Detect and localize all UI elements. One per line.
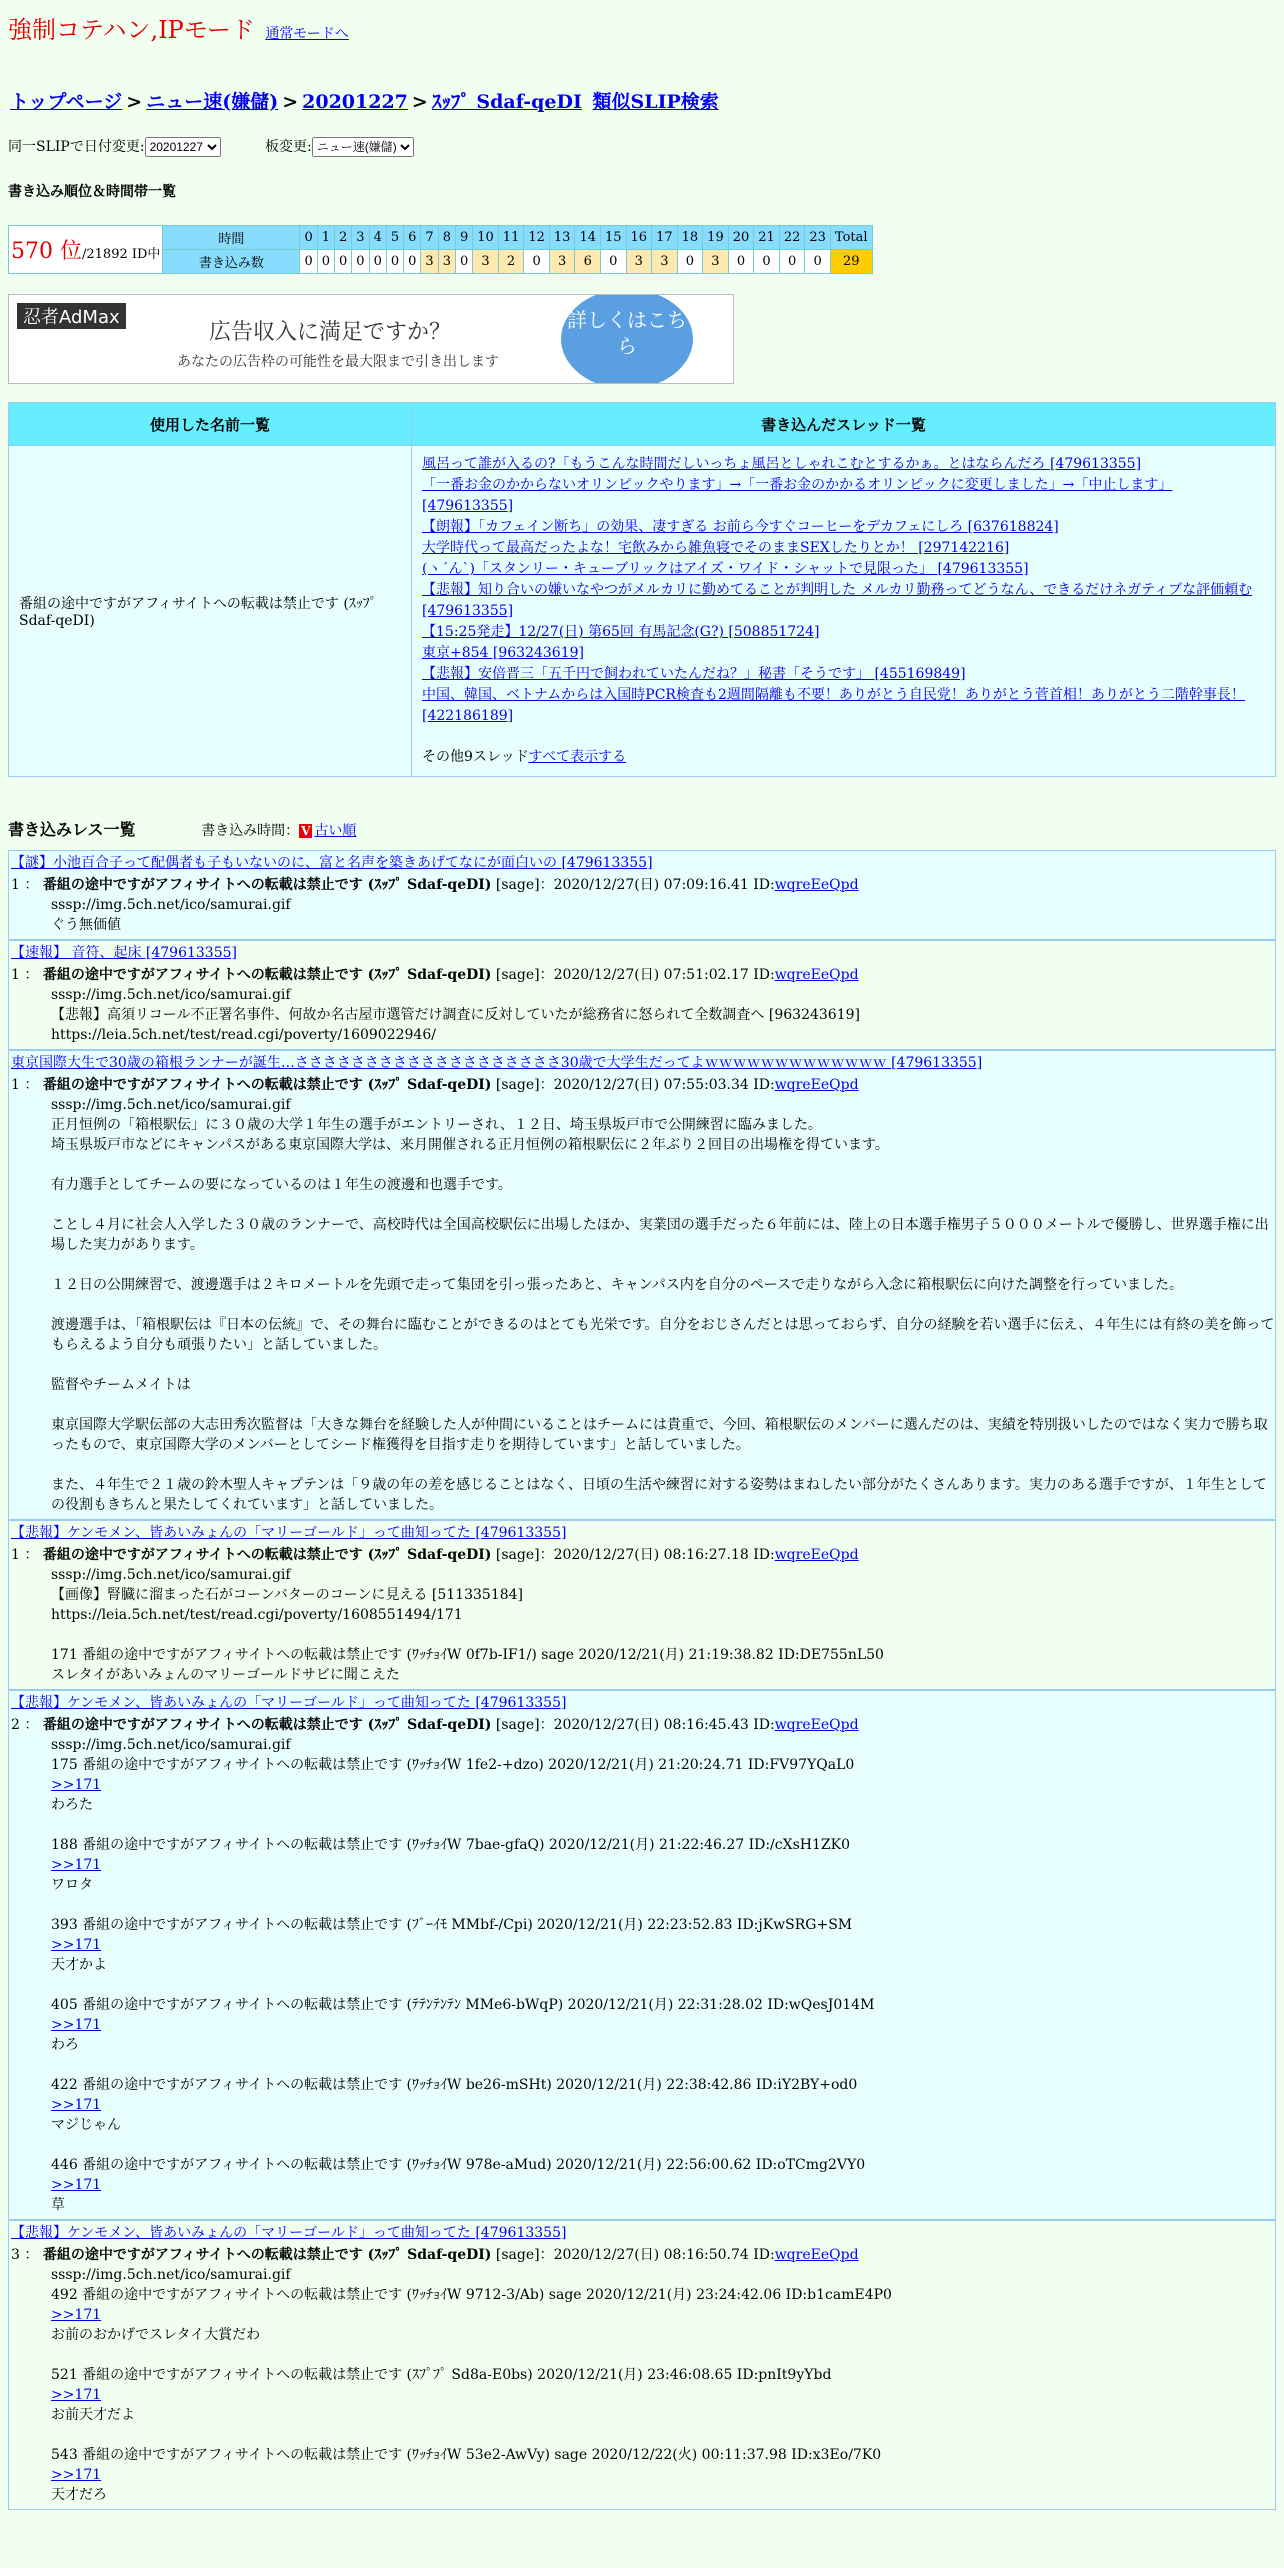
post-line: sssp://img.5ch.net/ico/samurai.gif [51, 1097, 291, 1113]
post-line: 正月恒例の「箱根駅伝」に３０歳の大学１年生の選手がエントリーされ、１２日、埼玉県坂戸市で公開練習に臨みました。 [51, 1117, 822, 1133]
breadcrumb-board-link[interactable]: ニュー速(嫌儲) [146, 91, 279, 113]
hour-cell: 18 [677, 226, 703, 250]
post-line: わろ [51, 2037, 79, 2053]
thread-link[interactable]: 【朗報】「カフェイン断ち」の効果、凄すぎる お前ら今すぐコーヒーをデカフェにしろ [637618824] [422, 519, 1059, 535]
blank-line [51, 2135, 1275, 2155]
hour-cell: 16 [626, 226, 652, 250]
post-body [51, 1095, 1275, 1515]
post-line: 【画像】腎臓に溜まった石がコーンバターのコーンに見える [511335184] [51, 1587, 523, 1603]
rank-number: 570 位 [11, 239, 82, 264]
count-cell: 0 [524, 250, 550, 274]
post-thread-link[interactable]: 【悲報】ケンモメン、皆あいみょんの「マリーゴールド」って曲知ってた [479613355] [11, 1695, 567, 1711]
post-line: 渡邊選手は、「箱根駅伝は『日本の伝統』で、その舞台に臨むことができるのはとても光栄です。自分をおじさんだとは思っておらず、自分の経験を若い選手に伝え、４年生には有終の美を飾ってもらえるよう自分も頑張りたい」と話していました。 [51, 1317, 1275, 1353]
thread-link[interactable]: 風呂って誰が入るの?「もうこんな時間だしいっちょ風呂としゃれこむとするかぁ。とはならんだろ [479613355] [422, 456, 1142, 472]
hour-cell: 1 [317, 226, 334, 250]
post-header [9, 873, 1275, 895]
blank-line [51, 1355, 1275, 1375]
board-change-label: 板変更: [265, 139, 312, 155]
post-thread-link[interactable]: 【謎】小池百合子って配偶者も子もいないのに、富と名声を築きあげてなにが面白いの [479613355] [11, 855, 653, 871]
count-cell: 2 [498, 250, 524, 274]
post-line: 有力選手としてチームの要になっているのは１年生の渡邊和也選手です。 [51, 1177, 512, 1193]
thread-link[interactable]: 中国、韓国、ベトナムからは入国時PCR検査も2週間隔離も不要！ありがとう自民党！ありがとう菅首相！ありがとう二階幹事長！ [422186189] [422, 687, 1245, 724]
post-line: わろた [51, 1797, 93, 1813]
post-line: 【悲報】高須リコール不正署名事件、何故か名古屋市選管だけ調査に反対していたが総務省に怒られて全数調査へ [963243619] [51, 1007, 860, 1023]
reply-anchor-link[interactable]: >>171 [51, 2017, 102, 2033]
post-id-link[interactable]: wqreEeQpd [774, 2247, 859, 2263]
post-number-separator: ： [19, 967, 43, 983]
blank-line [51, 1155, 1275, 1175]
post-thread-title [9, 851, 1275, 873]
post-thread-link[interactable]: 【速報】 音符、起床 [479613355] [11, 945, 237, 961]
post-id-link[interactable]: wqreEeQpd [774, 967, 859, 983]
post-id-link[interactable]: wqreEeQpd [774, 1547, 859, 1563]
count-total-cell: 29 [830, 250, 872, 274]
count-cell: 0 [455, 250, 472, 274]
count-cell: 0 [805, 250, 831, 274]
blank-line [51, 1455, 1275, 1475]
ad-details-button[interactable]: 詳しくはこちら [561, 294, 693, 384]
hour-cell: 0 [300, 226, 317, 250]
post-body [51, 1565, 1275, 1685]
post [8, 940, 1276, 1050]
breadcrumb [8, 87, 1276, 114]
thread-link[interactable]: (ヽ´ん`)「スタンリー・キューブリックはアイズ・ワイド・シャットで見限った」 [479613355] [422, 561, 1029, 577]
post-line: https://leia.5ch.net/test/read.cgi/poverty/1609022946/ [51, 1027, 436, 1043]
count-cell: 0 [754, 250, 780, 274]
post-line: 543 番組の途中ですがアフィサイトへの転載は禁止です (ﾜｯﾁｮｲW 53e2-AwVy) sage 2020/12/22(火) 00:11:37.98 ID:x3Eo/7K0 [51, 2447, 882, 2463]
post-line: 393 番組の途中ですがアフィサイトへの転載は禁止です (ﾌﾞｰｲﾓ MMbf-/Cpi) 2020/12/21(月) 22:23:52.83 ID:jKwSRG+SM [51, 1917, 853, 1933]
ad-subtext: あなたの広告枠の可能性を最大限まで引き出します [177, 354, 499, 370]
sort-control [201, 823, 356, 839]
count-cell: 0 [335, 250, 352, 274]
post-number-separator: ： [19, 877, 43, 893]
hour-cell: 3 [352, 226, 369, 250]
post [8, 1520, 1276, 1690]
time-sort-label: 書き込み時間： [201, 823, 300, 839]
reply-anchor-link[interactable]: >>171 [51, 2387, 102, 2403]
breadcrumb-separator: > [282, 91, 299, 113]
post-thread-link[interactable]: 【悲報】ケンモメン、皆あいみょんの「マリーゴールド」って曲知ってた [479613355] [11, 1525, 567, 1541]
blank-line [51, 1295, 1275, 1315]
count-cell: 6 [575, 250, 601, 274]
count-cell: 0 [386, 250, 403, 274]
ad-banner[interactable] [8, 294, 734, 384]
reply-anchor-link[interactable]: >>171 [51, 2307, 102, 2323]
hour-cell: 19 [703, 226, 729, 250]
post [8, 2220, 1276, 2510]
reply-anchor-link[interactable]: >>171 [51, 2467, 102, 2483]
count-cell: 0 [300, 250, 317, 274]
post-thread-title [9, 1051, 1275, 1073]
post-id-link[interactable]: wqreEeQpd [774, 1077, 859, 1093]
post-number: 1 [11, 877, 20, 893]
hour-cell: 7 [421, 226, 438, 250]
post-body [51, 1735, 1275, 2215]
post-line: スレタイがあいみょんのマリーゴールドサビに聞こえた [51, 1667, 400, 1683]
count-cell: 0 [677, 250, 703, 274]
blank-line [51, 2345, 1275, 2365]
count-cell: 0 [728, 250, 754, 274]
post-line: sssp://img.5ch.net/ico/samurai.gif [51, 1737, 291, 1753]
post-body [51, 2265, 1275, 2505]
date-change-label: 同一SLIPで日付変更: [8, 139, 145, 155]
normal-mode-link[interactable]: 通常モードへ [265, 26, 349, 42]
hour-cell: Total [830, 226, 872, 250]
hour-cell: 11 [498, 226, 524, 250]
hour-cell: 13 [549, 226, 575, 250]
post-line: 埼玉県坂戸市などにキャンパスがある東京国際大学は、来月開催される正月恒例の箱根駅伝に２年ぶり２回目の出場権を得ています。 [51, 1137, 889, 1153]
ad-logo: 忍者AdMax [17, 303, 126, 329]
post-number: 3 [11, 2247, 20, 2263]
count-cell: 3 [438, 250, 455, 274]
post-thread-link[interactable]: 東京国際大生で30歳の箱根ランナーが誕生…さささささささささささささささささささ30歳で大学生だってよｗｗｗｗｗｗｗｗｗｗｗｗｗ [479613355] [11, 1055, 983, 1071]
hour-cell: 20 [728, 226, 754, 250]
date-select[interactable] [145, 137, 221, 157]
count-cell: 0 [779, 250, 805, 274]
header [8, 10, 1276, 45]
post-line: 188 番組の途中ですがアフィサイトへの転載は禁止です (ﾜｯﾁｮｲW 7bae-gfaQ) 2020/12/21(月) 21:22:46.27 ID:/cXsH1ZK0 [51, 1837, 850, 1853]
blank-line [51, 2055, 1275, 2075]
post-body [51, 985, 1275, 1045]
post-line: 422 番組の途中ですがアフィサイトへの転載は禁止です (ﾜｯﾁｮｲW be26-mSHt) 2020/12/21(月) 22:38:42.86 ID:iY2BY+od0 [51, 2077, 858, 2093]
post-author-name: 番組の途中ですがアフィサイトへの転載は禁止です (ｽｯﾌﾟ Sdaf-qeDI) [42, 1717, 492, 1733]
post [8, 1690, 1276, 2220]
blank-line [51, 1195, 1275, 1215]
post-thread-title [9, 1691, 1275, 1713]
post-thread-title [9, 2221, 1275, 2243]
hour-cell: 8 [438, 226, 455, 250]
count-cell: 3 [626, 250, 652, 274]
post-number-separator: ： [19, 1717, 43, 1733]
post-author-name: 番組の途中ですがアフィサイトへの転載は禁止です (ｽｯﾌﾟ Sdaf-qeDI) [42, 877, 492, 893]
names-threads-table [8, 402, 1276, 777]
post-meta: [sage]：2020/12/27(日) 07:09:16.41 ID: [491, 877, 775, 893]
hour-cell: 17 [652, 226, 678, 250]
count-cell: 0 [404, 250, 421, 274]
hour-cell: 4 [369, 226, 386, 250]
post-number: 2 [11, 1717, 20, 1733]
res-section-header [8, 817, 1276, 840]
res-section-title: 書き込みレス一覧 [8, 820, 136, 839]
reply-anchor-link[interactable]: >>171 [51, 1937, 102, 1953]
post-author-name: 番組の途中ですがアフィサイトへの転載は禁止です (ｽｯﾌﾟ Sdaf-qeDI) [42, 2247, 492, 2263]
thread-list [412, 446, 1276, 777]
blank-line [51, 1255, 1275, 1275]
hourly-table [8, 225, 873, 274]
post-number: 1 [11, 1077, 20, 1093]
post-number: 1 [11, 967, 20, 983]
count-cell: 0 [317, 250, 334, 274]
count-cell: 3 [549, 250, 575, 274]
thread-link[interactable]: 大学時代って最高だったよな！宅飲みから雑魚寝でそのままSEXしたりとか！ [297142216] [422, 540, 1010, 556]
hour-cell: 23 [805, 226, 831, 250]
rank-cell [9, 226, 163, 274]
count-cell: 0 [600, 250, 626, 274]
post-line: 492 番組の途中ですがアフィサイトへの転載は禁止です (ﾜｯﾁｮｲW 9712-3/Ab) sage 2020/12/21(月) 23:24:42.06 ID:b1camE4P0 [51, 2287, 892, 2303]
post-header [9, 1073, 1275, 1095]
post-meta: [sage]：2020/12/27(日) 07:55:03.34 ID: [491, 1077, 775, 1093]
reply-anchor-link[interactable]: >>171 [51, 1777, 102, 1793]
blank-line [51, 1395, 1275, 1415]
post-line: お前のおかげでスレタイ大賞だわ [51, 2327, 261, 2343]
hour-cell: 5 [386, 226, 403, 250]
post-line: sssp://img.5ch.net/ico/samurai.gif [51, 897, 291, 913]
thread-link[interactable]: 東京+854 [963243619] [422, 645, 584, 661]
threads-column-header: 書き込んだスレッド一覧 [412, 403, 1276, 446]
rank-total-ids: /21892 ID中 [82, 247, 161, 262]
post-id-link[interactable]: wqreEeQpd [774, 1717, 859, 1733]
board-select[interactable] [312, 137, 414, 157]
other-threads-label: その他9スレッド [422, 749, 529, 765]
post-thread-link[interactable]: 【悲報】ケンモメン、皆あいみょんの「マリーゴールド」って曲知ってた [479613355] [11, 2225, 567, 2241]
post-line: 175 番組の途中ですがアフィサイトへの転載は禁止です (ﾜｯﾁｮｲW 1fe2-+dzo) 2020/12/21(月) 21:20:24.71 ID:FV97YQaL0 [51, 1757, 855, 1773]
page-title: 強制コテハン,IPモード [8, 16, 255, 44]
post [8, 850, 1276, 940]
hour-cell: 22 [779, 226, 805, 250]
post-line: 405 番組の途中ですがアフィサイトへの転載は禁止です (ﾃﾃﾝﾃﾝﾃﾝ MMe6-bWqP) 2020/12/21(月) 22:31:28.02 ID:wQesJ014M [51, 1997, 875, 2013]
hour-cell: 21 [754, 226, 780, 250]
names-column-header: 使用した名前一覧 [9, 403, 412, 446]
ranking-title: 書き込み順位＆時間帯一覧 [8, 184, 176, 200]
blank-line [51, 1815, 1275, 1835]
post-line: 東京国際大学駅伝部の大志田秀次監督は「大きな舞台を経験した人が仲間にいることはチームには貴重で、今回、箱根駅伝のメンバーに選んだのは、実績を特別扱いしたのではなく実力で勝ち取ったもので、東京国際大学のメンバーとしてシード権獲得を目指す走りを期待しています」と話していました。 [51, 1417, 1268, 1453]
post-number-separator: ： [19, 2247, 43, 2263]
post-meta: [sage]：2020/12/27(日) 08:16:50.74 ID: [491, 2247, 775, 2263]
post-line: ぐう無価値 [51, 917, 121, 933]
post-body [51, 895, 1275, 935]
post-line: 521 番組の途中ですがアフィサイトへの転載は禁止です (ｽﾌﾟﾌﾟ Sd8a-E0bs) 2020/12/21(月) 23:46:08.65 ID:pnIt9yYbd [51, 2367, 832, 2383]
count-label: 書き込み数 [163, 250, 300, 274]
post [8, 1050, 1276, 1520]
post-line: 監督やチームメイトは [51, 1377, 191, 1393]
breadcrumb-top-link[interactable]: トップページ [10, 91, 123, 113]
post-line: 446 番組の途中ですがアフィサイトへの転載は禁止です (ﾜｯﾁｮｲW 978e-aMud) 2020/12/21(月) 22:56:00.62 ID:oTCmg2VY0 [51, 2157, 866, 2173]
similar-slip-search-link[interactable]: 類似SLIP検索 [592, 91, 719, 113]
post-list [8, 850, 1276, 2510]
count-cell: 0 [352, 250, 369, 274]
time-label: 時間 [163, 226, 300, 250]
reply-anchor-link[interactable]: >>171 [51, 2097, 102, 2113]
post-number-separator: ： [19, 1547, 43, 1563]
reply-anchor-link[interactable]: >>171 [51, 2177, 102, 2193]
thread-link[interactable]: 「一番お金のかからないオリンピックやります」→「一番お金のかかるオリンピックに変更しました」→「中止します」 [479613355] [422, 477, 1173, 514]
post-thread-title [9, 941, 1275, 963]
post-line: また、４年生で２１歳の鈴木聖人キャプテンは「９歳の年の差を感じることはなく、日頃の生活や練習に対する姿勢はまねしたい部分がたくさんあります。実力のある選手ですが、１年生としての役割もきちんと果たしてくれています」と話していました。 [51, 1477, 1267, 1513]
sort-badge-icon: V [301, 824, 311, 838]
blank-line [51, 1625, 1275, 1645]
post-line: １２日の公開練習で、渡邊選手は２キロメートルを先頭で走って集団を引っ張ったあと、キャンパス内を自分のペースで走りながら入念に箱根駅伝に向けた調整を行っていました。 [51, 1277, 1184, 1293]
post-line: https://leia.5ch.net/test/read.cgi/poverty/1608551494/171 [51, 1607, 463, 1623]
reply-anchor-link[interactable]: >>171 [51, 1857, 102, 1873]
blank-line [51, 2425, 1275, 2445]
post-line: sssp://img.5ch.net/ico/samurai.gif [51, 987, 291, 1003]
breadcrumb-date-link[interactable]: 20201227 [302, 91, 408, 113]
post-thread-title [9, 1521, 1275, 1543]
blank-line [51, 1895, 1275, 1915]
hour-cell: 14 [575, 226, 601, 250]
thread-link[interactable]: 【悲報】知り合いの嫌いなやつがメルカリに勤めてることが判明した メルカリ勤務ってどうなん、できるだけネガティブな評価頼む [479613355] [422, 582, 1253, 619]
breadcrumb-slip-link[interactable]: ｽｯﾌﾟ Sdaf-qeDI [431, 91, 582, 113]
ad-headline: 広告収入に満足ですか？ [209, 320, 452, 345]
post-line: sssp://img.5ch.net/ico/samurai.gif [51, 1567, 291, 1583]
post-line: 天才かよ [51, 1957, 107, 1973]
post-line: 草 [51, 2197, 65, 2213]
show-all-link[interactable]: すべて表示する [528, 749, 627, 765]
count-cell: 3 [703, 250, 729, 274]
post-meta: [sage]：2020/12/27(日) 08:16:27.18 ID: [491, 1547, 775, 1563]
post-line: ワロタ [51, 1877, 93, 1893]
hour-cell: 6 [404, 226, 421, 250]
thread-link[interactable]: 【悲報】安倍晋三「五千円で飼われていたんだね？」秘書「そうです」 [455169849] [422, 666, 966, 682]
post-author-name: 番組の途中ですがアフィサイトへの転載は禁止です (ｽｯﾌﾟ Sdaf-qeDI) [42, 967, 492, 983]
sort-oldest-link[interactable]: 古い順 [314, 823, 357, 839]
post-line: sssp://img.5ch.net/ico/samurai.gif [51, 2267, 291, 2283]
post-id-link[interactable]: wqreEeQpd [774, 877, 859, 893]
post-author-name: 番組の途中ですがアフィサイトへの転載は禁止です (ｽｯﾌﾟ Sdaf-qeDI) [42, 1077, 492, 1093]
post-line: お前天才だよ [51, 2407, 135, 2423]
count-cell: 3 [652, 250, 678, 274]
breadcrumb-separator: > [126, 91, 143, 113]
hour-cell: 2 [335, 226, 352, 250]
count-cell: 0 [369, 250, 386, 274]
post-line: 171 番組の途中ですがアフィサイトへの転載は禁止です (ﾜｯﾁｮｲW 0f7b-IF1/) sage 2020/12/21(月) 21:19:38.82 ID:DE755nL50 [51, 1647, 884, 1663]
post-meta: [sage]：2020/12/27(日) 08:16:45.43 ID: [491, 1717, 775, 1733]
post-header [9, 963, 1275, 985]
count-cell: 3 [421, 250, 438, 274]
other-threads [422, 747, 1265, 768]
post-header [9, 2243, 1275, 2265]
post-line: マジじゃん [51, 2117, 121, 2133]
used-name: 番組の途中ですがアフィサイトへの転載は禁止です (ｽｯﾌﾟ Sdaf-qeDI) [9, 446, 412, 777]
thread-link[interactable]: 【15:25発走】12/27(日) 第65回 有馬記念(G?) [508851724] [422, 624, 820, 640]
blank-line [51, 1975, 1275, 1995]
hour-cell: 15 [600, 226, 626, 250]
count-cell: 3 [473, 250, 499, 274]
selectors [8, 136, 1276, 157]
post-line: ことし４月に社会人入学した３０歳のランナーで、高校時代は全国高校駅伝に出場したほか、実業団の選手だった６年前には、陸上の日本選手権男子５０００メートルで優勝し、世界選手権に出場した実力があります。 [51, 1217, 1269, 1253]
post-number: 1 [11, 1547, 20, 1563]
post-header [9, 1543, 1275, 1565]
post-header [9, 1713, 1275, 1735]
breadcrumb-separator: > [411, 91, 428, 113]
post-number-separator: ： [19, 1077, 43, 1093]
post-meta: [sage]：2020/12/27(日) 07:51:02.17 ID: [491, 967, 775, 983]
post-author-name: 番組の途中ですがアフィサイトへの転載は禁止です (ｽｯﾌﾟ Sdaf-qeDI) [42, 1547, 492, 1563]
hour-cell: 12 [524, 226, 550, 250]
hour-cell: 10 [473, 226, 499, 250]
post-line: 天才だろ [51, 2487, 107, 2503]
hour-cell: 9 [455, 226, 472, 250]
